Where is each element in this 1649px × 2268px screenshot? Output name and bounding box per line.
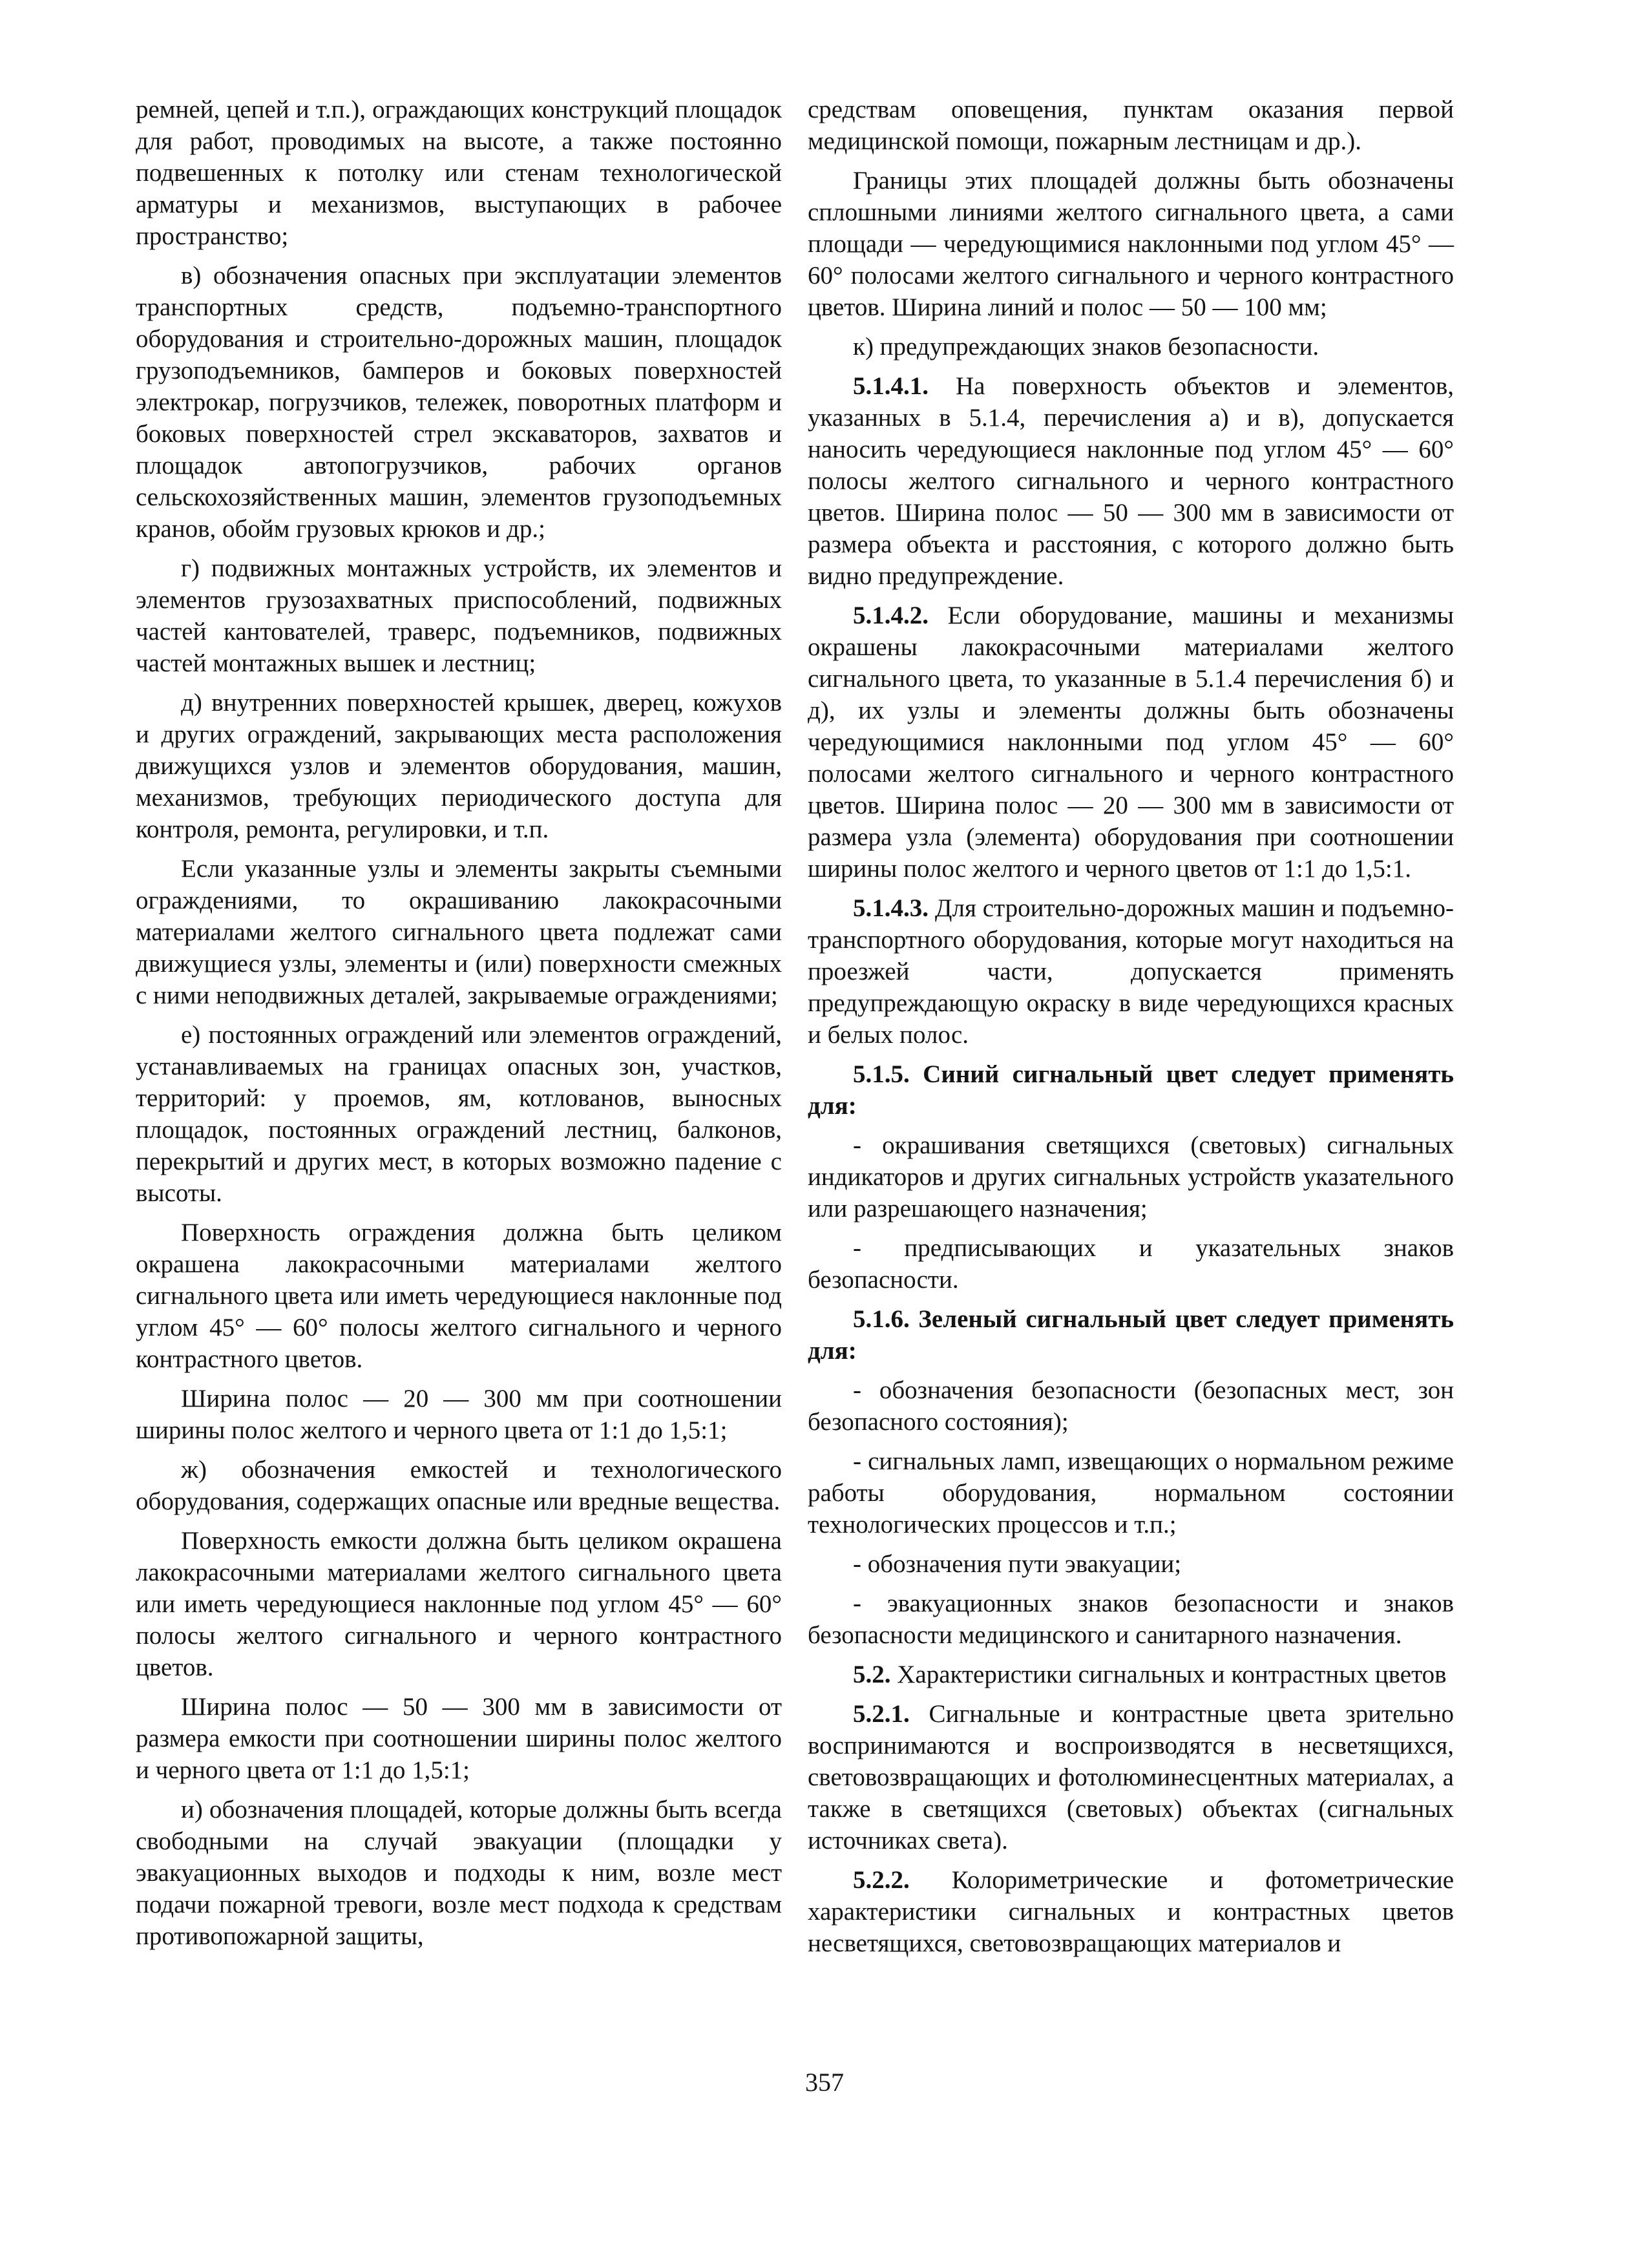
paragraph-text: На поверхность объектов и элементов, указанных в 5.1.4, перечисления а) и в), допускается наносить чередующиеся наклонные под углом 45° — 60° полосы желтого сигнального и черного контрастного цветов. Ширина полос — 50 — 300 мм в зависимости от размера объекта и расстояния, с которого должно быть видно предупреждение. <box>808 372 1454 590</box>
paragraph-text: д) внутренних поверхностей крышек, дверец, кожухов и других ограждений, закрывающих места расположения движущихся узлов и элементов оборудования, машин, механизмов, требующих периодического доступа для контроля, ремонта, регулировки, и т.п. <box>136 689 782 843</box>
paragraph-text: г) подвижных монтажных устройств, их элементов и элементов грузозахватных приспособлений, подвижных частей кантователей, траверс, подъемников, подвижных частей монтажных вышек и лестниц; <box>136 554 782 677</box>
paragraph <box>808 892 1454 1051</box>
paragraph <box>808 1129 1454 1224</box>
paragraph <box>808 1374 1454 1438</box>
paragraph-text: и) обозначения площадей, которые должны быть всегда свободными на случай эвакуации (площадки у эвакуационных выходов и подходы к ним, возле мест подачи пожарной тревоги, возле мест подхода к средствам противопожарной защиты, <box>136 1796 782 1950</box>
paragraph-text: - предписывающих и указательных знаков безопасности. <box>808 1234 1454 1294</box>
paragraph-text: Ширина полос — 50 — 300 мм в зависимости от размера емкости при соотношении ширины полос желтого и черного цвета от 1:1 до 1,5:1; <box>136 1693 782 1784</box>
paragraph-text: е) постоянных ограждений или элементов ограждений, устанавливаемых на границах опасных зон, участков, территорий: у проемов, ям, котлованов, выносных площадок, постоянных ограждений лестниц, балконов, перекрытий и других мест, в которых возможно падение с высоты. <box>136 1021 782 1207</box>
paragraph <box>136 1383 782 1446</box>
paragraph <box>136 260 782 545</box>
paragraph <box>808 94 1454 157</box>
paragraph-text: средствам оповещения, пунктам оказания первой медицинской помощи, пожарным лестницам и др.). <box>808 96 1454 155</box>
paragraph-text: Колориметрические и фотометрические характеристики сигнальных и контрастных цветов несветящихся, световозвращающих материалов и <box>808 1866 1454 1957</box>
paragraph-text: Если оборудование, машины и механизмы окрашены лакокрасочными материалами желтого сигнального цвета, то указанные в 5.1.4 перечисления б) и д), их узлы и элементы должны быть обозначены чередующимися наклонными под углом 45° — 60° полосами желтого сигнального и черного контрастного цветов. Ширина полос — 20 — 300 мм в зависимости от размера узла (элемента) оборудования при соотношении ширины полос желтого и черного цветов от 1:1 до 1,5:1. <box>808 602 1454 883</box>
paragraph <box>808 370 1454 592</box>
clause-number: 5.1.5. Синий сигнальный цвет следует применять для: <box>808 1060 1454 1120</box>
right-column <box>808 94 1454 1967</box>
paragraph <box>808 1659 1454 1690</box>
paragraph <box>808 600 1454 885</box>
paragraph <box>136 687 782 845</box>
paragraph-text: Характеристики сигнальных и контрастных цветов <box>890 1661 1447 1688</box>
clause-number: 5.2.2. <box>853 1866 910 1894</box>
paragraph-text: в) обозначения опасных при эксплуатации элементов транспортных средств, подъемно-транспортного оборудования и строительно-дорожных машин, площадок грузоподъемников, бамперов и боковых поверхностей электрокар, погрузчиков, тележек, поворотных платформ и боковых поверхностей стрел экскаваторов, захватов и площадок автопогрузчиков, рабочих органов сельскохозяйственных машин, элементов грузоподъемных кранов, обойм грузовых крюков и др.; <box>136 262 782 543</box>
clause-number: 5.2. <box>853 1661 891 1688</box>
paragraph <box>808 1445 1454 1540</box>
clause-number: 5.1.4.3. <box>853 894 929 922</box>
paragraph <box>136 1454 782 1517</box>
paragraph <box>136 1525 782 1683</box>
paragraph-text: Поверхность емкости должна быть целиком окрашена лакокрасочными материалами желтого сигнального цвета или иметь чередующиеся наклонные под углом 45° — 60° полосы желтого сигнального и черного контрастного цветов. <box>136 1527 782 1681</box>
clause-number: 5.1.6. Зеленый сигнальный цвет следует применять для: <box>808 1305 1454 1365</box>
paragraph-text: ж) обозначения емкостей и технологического оборудования, содержащих опасные или вредные вещества. <box>136 1456 782 1515</box>
paragraph <box>136 94 782 252</box>
paragraph <box>136 1019 782 1209</box>
clause-number: 5.1.4.1. <box>853 372 929 400</box>
paragraph <box>808 1058 1454 1122</box>
page-number: 357 <box>805 2068 844 2097</box>
paragraph <box>136 552 782 679</box>
clause-number: 5.1.4.2. <box>853 602 929 629</box>
paragraph <box>808 1864 1454 1959</box>
paragraph-text: - эвакуационных знаков безопасности и знаков безопасности медицинского и санитарного назначения. <box>808 1590 1454 1649</box>
clause-number: 5.2.1. <box>853 1700 910 1728</box>
paragraph <box>808 331 1454 362</box>
paragraph <box>808 1548 1454 1580</box>
paragraph <box>136 1217 782 1375</box>
left-column <box>136 94 782 1960</box>
paragraph-text: Сигнальные и контрастные цвета зрительно воспринимаются и воспроизводятся в несветящихся, световозвращающих и фотолюминесцентных материалах, а также в светящихся (световых) объектах (сигнальных источниках света). <box>808 1700 1454 1854</box>
paragraph <box>808 1303 1454 1367</box>
paragraph-text: - обозначения безопасности (безопасных мест, зон безопасного состояния); <box>808 1376 1454 1436</box>
paragraph-text: к) предупреждающих знаков безопасности. <box>853 333 1319 361</box>
paragraph-text: - обозначения пути эвакуации; <box>853 1550 1182 1578</box>
paragraph-text: ремней, цепей и т.п.), ограждающих конструкций площадок для работ, проводимых на высоте, а также постоянно подвешенных к потолку или стенам технологической арматуры и механизмов, выступающих в рабочее пространство; <box>136 96 782 250</box>
paragraph-text: Ширина полос — 20 — 300 мм при соотношении ширины полос желтого и черного цвета от 1:1 до 1,5:1; <box>136 1385 782 1444</box>
paragraph <box>136 853 782 1011</box>
paragraph-text: - окрашивания светящихся (световых) сигнальных индикаторов и других сигнальных устройств указательного или разрешающего назначения; <box>808 1131 1454 1223</box>
paragraph-text: Если указанные узлы и элементы закрыты съемными ограждениями, то окрашиванию лакокрасочными материалами желтого сигнального цвета подлежат сами движущиеся узлы, элементы и (или) поверхности смежных с ними неподвижных деталей, закрываемые ограждениями; <box>136 855 782 1009</box>
paragraph <box>136 1794 782 1952</box>
paragraph-text: - сигнальных ламп, извещающих о нормальном режиме работы оборудования, нормальном состоянии технологических процессов и т.п.; <box>808 1447 1454 1538</box>
paragraph-text: Границы этих площадей должны быть обозначены сплошными линиями желтого сигнального цвета, а сами площади — чередующимися наклонными под углом 45° — 60° полосами желтого сигнального и черного контрастного цветов. Ширина линий и полос — 50 — 100 мм; <box>808 167 1454 321</box>
paragraph <box>808 1698 1454 1856</box>
paragraph-text: Поверхность ограждения должна быть целиком окрашена лакокрасочными материалами желтого сигнального цвета или иметь чередующиеся наклонные под углом 45° — 60° полосы желтого сигнального и черного контрастного цветов. <box>136 1219 782 1373</box>
paragraph <box>808 1588 1454 1651</box>
paragraph <box>136 1691 782 1786</box>
paragraph <box>808 1232 1454 1296</box>
paragraph <box>808 165 1454 323</box>
paragraph-text: Для строительно-дорожных машин и подъемно-транспортного оборудования, которые могут находиться на проезжей части, допускается применять предупреждающую окраску в виде чередующихся красных и белых полос. <box>808 894 1454 1049</box>
